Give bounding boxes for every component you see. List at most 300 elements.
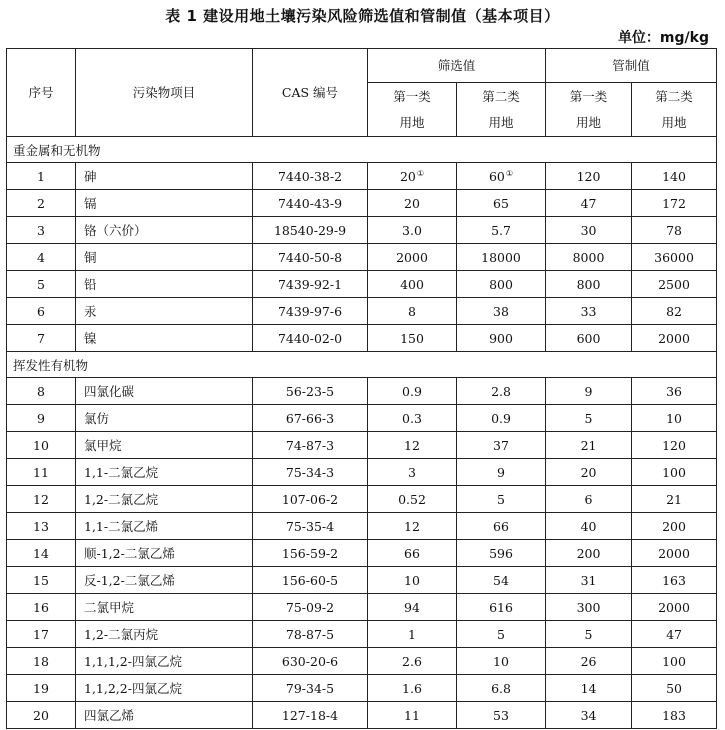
cell-screening-class1-value: 2.6 <box>402 653 422 669</box>
cell-control-class2-value: 140 <box>662 168 686 184</box>
cell-control-class2-value: 50 <box>666 680 682 696</box>
cell-screening-class2 <box>457 244 546 271</box>
cell-screening-class2-value: 5 <box>497 626 505 642</box>
cell-screening-class1 <box>368 432 457 459</box>
cell-screening-class2-value: 66 <box>493 518 509 534</box>
cell-seq <box>7 567 76 594</box>
cell-control-class2 <box>632 594 717 621</box>
cell-screening-class2 <box>457 459 546 486</box>
cell-cas-value: 7439-97-6 <box>277 303 343 319</box>
cell-item-value: 汞 <box>84 304 97 319</box>
header-control: 管制值 <box>546 49 717 83</box>
cell-control-class2 <box>632 217 717 244</box>
cell-cas <box>253 163 368 190</box>
cell-screening-class1 <box>368 459 457 486</box>
cell-item-value: 1,1-二氯乙烯 <box>84 519 159 534</box>
cell-screening-class1-value: 3 <box>408 464 416 480</box>
cell-seq <box>7 594 76 621</box>
cell-seq <box>7 378 76 405</box>
cell-screening-class1 <box>368 567 457 594</box>
cell-screening-class2-value: 5 <box>497 491 505 507</box>
unit-label: 单位：mg/kg <box>617 30 709 46</box>
cell-control-class1 <box>546 325 632 352</box>
cell-control-class2-value: 200 <box>662 518 686 534</box>
cell-screening-class2-value: 800 <box>489 276 513 292</box>
cell-seq <box>7 190 76 217</box>
cell-item <box>76 432 253 459</box>
cell-control-class1 <box>546 163 632 190</box>
section-row <box>7 352 717 378</box>
cell-screening-class2-value: 60 <box>488 168 505 184</box>
cell-cas <box>253 513 368 540</box>
cell-seq-value: 6 <box>37 303 45 319</box>
cell-item-value: 1,2-二氯乙烷 <box>84 492 159 507</box>
cell-control-class2-value: 2000 <box>658 599 690 615</box>
cell-cas <box>253 540 368 567</box>
cell-cas-value: 7440-38-2 <box>277 168 343 184</box>
cell-screening-class2 <box>457 271 546 298</box>
cell-item <box>76 163 253 190</box>
cell-control-class1-value: 800 <box>576 276 601 292</box>
table-row <box>7 513 717 540</box>
cell-control-class1 <box>546 540 632 567</box>
cell-screening-class1 <box>368 540 457 567</box>
cell-screening-class2 <box>457 621 546 648</box>
cell-screening-class2 <box>457 594 546 621</box>
cell-screening-class2 <box>457 513 546 540</box>
cell-item <box>76 378 253 405</box>
cell-item-value: 氯甲烷 <box>84 438 122 453</box>
table-row <box>7 459 717 486</box>
cell-control-class2-value: 2000 <box>658 545 690 561</box>
cell-cas <box>253 594 368 621</box>
cell-screening-class1-value: 0.52 <box>398 491 426 507</box>
footnote-marker: ① <box>416 168 425 178</box>
cell-seq <box>7 459 76 486</box>
table-row <box>7 298 717 325</box>
cell-screening-class2 <box>457 567 546 594</box>
cell-control-class2 <box>632 459 717 486</box>
cell-screening-class1-value: 94 <box>404 599 420 615</box>
cell-control-class1-value: 30 <box>580 222 597 238</box>
cell-control-class1 <box>546 405 632 432</box>
cell-control-class1-value: 200 <box>576 545 601 561</box>
cell-control-class2 <box>632 271 717 298</box>
table-row <box>7 244 717 271</box>
cell-cas <box>253 567 368 594</box>
cell-cas <box>253 405 368 432</box>
cell-control-class2-value: 21 <box>666 491 682 507</box>
cell-control-class2 <box>632 648 717 675</box>
cell-screening-class2-value: 37 <box>493 437 509 453</box>
cell-item <box>76 648 253 675</box>
cell-screening-class2-value: 2.8 <box>491 383 511 399</box>
cell-item <box>76 702 253 729</box>
table-row <box>7 648 717 675</box>
cell-item-value: 铅 <box>84 277 97 292</box>
header-class-text: 第一类 <box>569 88 608 104</box>
cell-item <box>76 217 253 244</box>
header-class-text: 第二类 <box>655 88 693 104</box>
cell-screening-class1-value: 3.0 <box>402 222 422 238</box>
cell-screening-class1-value: 20 <box>404 195 420 211</box>
header-land-text: 用地 <box>661 114 687 130</box>
cell-cas-value: 630-20-6 <box>281 653 339 669</box>
cell-cas <box>253 486 368 513</box>
cell-screening-class1-value: 0.9 <box>402 383 422 399</box>
cell-cas <box>253 271 368 298</box>
cell-control-class2 <box>632 486 717 513</box>
cell-screening-class2 <box>457 325 546 352</box>
cell-seq <box>7 271 76 298</box>
cell-control-class1 <box>546 459 632 486</box>
cell-item <box>76 325 253 352</box>
cell-screening-class1 <box>368 190 457 217</box>
cell-cas-value: 7440-02-0 <box>277 330 343 346</box>
cell-control-class2 <box>632 621 717 648</box>
cell-cas <box>253 217 368 244</box>
cell-cas <box>253 621 368 648</box>
cell-seq-value: 14 <box>33 545 49 561</box>
cell-cas-value: 18540-29-9 <box>273 222 347 238</box>
cell-screening-class1 <box>368 594 457 621</box>
cell-item <box>76 459 253 486</box>
table-body <box>7 137 717 729</box>
cell-screening-class2-value: 6.8 <box>491 680 511 696</box>
cell-screening-class1 <box>368 217 457 244</box>
cell-seq <box>7 325 76 352</box>
section-heading: 挥发性有机物 <box>7 352 717 378</box>
cell-screening-class2 <box>457 190 546 217</box>
cell-control-class1 <box>546 567 632 594</box>
cell-control-class1-value: 33 <box>580 303 597 319</box>
cell-cas-value: 79-34-5 <box>285 680 335 696</box>
cell-seq <box>7 513 76 540</box>
header-screening-class2 <box>457 83 546 137</box>
cell-cas-value: 78-87-5 <box>285 626 335 642</box>
header-seq: 序号 <box>7 49 76 137</box>
cell-seq <box>7 244 76 271</box>
cell-seq-value: 3 <box>37 222 45 238</box>
cell-screening-class1 <box>368 163 457 190</box>
table-row <box>7 405 717 432</box>
cell-control-class1-value: 6 <box>584 491 593 507</box>
cell-screening-class1-value: 20 <box>399 168 416 184</box>
cell-control-class1-value: 5 <box>584 410 593 426</box>
cell-screening-class1-value: 150 <box>400 330 424 346</box>
cell-control-class1-value: 34 <box>580 707 597 723</box>
cell-seq-value: 20 <box>33 707 49 723</box>
cell-screening-class2-value: 10 <box>493 653 509 669</box>
table-row <box>7 190 717 217</box>
cell-item-value: 1,1-二氯乙烷 <box>84 465 159 480</box>
cell-control-class1 <box>546 675 632 702</box>
cell-item-value: 1,2-二氯丙烷 <box>84 627 159 642</box>
header-land-text: 用地 <box>576 114 602 130</box>
table-row <box>7 486 717 513</box>
cell-control-class1 <box>546 244 632 271</box>
cell-screening-class2-value: 18000 <box>481 249 521 265</box>
cell-screening-class1-value: 2000 <box>396 249 428 265</box>
cell-screening-class2-value: 53 <box>493 707 509 723</box>
cell-seq <box>7 648 76 675</box>
cell-screening-class2-value: 5.7 <box>491 222 511 238</box>
cell-control-class1 <box>546 702 632 729</box>
cell-cas-value: 127-18-4 <box>281 707 339 723</box>
cell-seq-value: 10 <box>33 437 49 453</box>
cell-seq-value: 7 <box>37 330 45 346</box>
cell-item <box>76 298 253 325</box>
cell-item-value: 镉 <box>84 196 97 211</box>
cell-control-class1 <box>546 378 632 405</box>
table-title: 表 1 建设用地土壤污染风险筛选值和管制值（基本项目） <box>165 7 560 25</box>
cell-screening-class2 <box>457 675 546 702</box>
cell-control-class2-value: 2500 <box>658 276 690 292</box>
cell-seq <box>7 675 76 702</box>
cell-cas <box>253 325 368 352</box>
cell-control-class2-value: 10 <box>666 410 682 426</box>
cell-screening-class1-value: 12 <box>404 437 420 453</box>
cell-control-class1-value: 40 <box>580 518 597 534</box>
cell-screening-class1 <box>368 378 457 405</box>
cell-seq <box>7 405 76 432</box>
cell-screening-class2 <box>457 540 546 567</box>
cell-cas-value: 107-06-2 <box>281 491 339 507</box>
cell-cas-value: 74-87-3 <box>285 437 335 453</box>
cell-screening-class2 <box>457 298 546 325</box>
cell-seq-value: 2 <box>37 195 45 211</box>
table-row <box>7 675 717 702</box>
cell-cas-value: 75-09-2 <box>285 599 335 615</box>
cell-control-class2-value: 183 <box>662 707 686 723</box>
cell-control-class1 <box>546 298 632 325</box>
cell-control-class2 <box>632 432 717 459</box>
header-screening-class1 <box>368 83 457 137</box>
cell-screening-class1 <box>368 405 457 432</box>
table-row <box>7 540 717 567</box>
cell-screening-class1 <box>368 271 457 298</box>
cell-control-class2 <box>632 298 717 325</box>
cell-item <box>76 675 253 702</box>
cell-seq <box>7 540 76 567</box>
cell-item <box>76 405 253 432</box>
cell-item-value: 二氯甲烷 <box>84 600 135 615</box>
cell-item <box>76 540 253 567</box>
cell-screening-class1 <box>368 621 457 648</box>
header-control-class1 <box>546 83 632 137</box>
cell-screening-class2 <box>457 405 546 432</box>
cell-screening-class1-value: 66 <box>404 545 420 561</box>
table-row <box>7 621 717 648</box>
cell-control-class2-value: 100 <box>662 653 686 669</box>
table-row <box>7 163 717 190</box>
table-row <box>7 378 717 405</box>
cell-item-value: 反-1,2-二氯乙烯 <box>84 573 175 588</box>
cell-screening-class2 <box>457 648 546 675</box>
cell-screening-class1-value: 8 <box>408 303 416 319</box>
cell-item <box>76 190 253 217</box>
cell-screening-class2 <box>457 163 546 190</box>
section-row <box>7 137 717 163</box>
cell-control-class1-value: 5 <box>584 626 593 642</box>
cell-control-class1-value: 9 <box>584 383 593 399</box>
cell-item <box>76 486 253 513</box>
cell-cas <box>253 675 368 702</box>
cell-seq <box>7 163 76 190</box>
cell-screening-class2-value: 616 <box>489 599 513 615</box>
cell-screening-class2 <box>457 486 546 513</box>
cell-control-class2 <box>632 163 717 190</box>
header-land-text: 用地 <box>488 114 514 130</box>
cell-control-class1 <box>546 271 632 298</box>
cell-item-value: 1,1,2,2-四氯乙烷 <box>84 681 182 696</box>
cell-cas-value: 7440-43-9 <box>277 195 343 211</box>
cell-control-class1 <box>546 217 632 244</box>
cell-control-class2 <box>632 513 717 540</box>
cell-screening-class2-value: 38 <box>493 303 509 319</box>
cell-cas <box>253 190 368 217</box>
cell-item-value: 顺-1,2-二氯乙烯 <box>84 546 175 561</box>
cell-control-class1-value: 31 <box>580 572 597 588</box>
cell-seq-value: 17 <box>33 626 49 642</box>
cell-seq-value: 18 <box>33 653 49 669</box>
cell-seq <box>7 298 76 325</box>
cell-seq <box>7 486 76 513</box>
cell-screening-class2-value: 54 <box>493 572 509 588</box>
cell-item <box>76 594 253 621</box>
cell-control-class1 <box>546 594 632 621</box>
cell-control-class2 <box>632 540 717 567</box>
cell-seq-value: 11 <box>33 464 49 480</box>
cell-seq-value: 9 <box>37 410 45 426</box>
cell-item <box>76 244 253 271</box>
cell-control-class2 <box>632 675 717 702</box>
cell-screening-class1 <box>368 648 457 675</box>
table-row <box>7 702 717 729</box>
cell-control-class2 <box>632 378 717 405</box>
cell-control-class1-value: 47 <box>580 195 597 211</box>
table-row <box>7 432 717 459</box>
section-heading: 重金属和无机物 <box>7 137 717 163</box>
cell-cas <box>253 432 368 459</box>
cell-seq <box>7 702 76 729</box>
header-cas: CAS 编号 <box>253 49 368 137</box>
cell-screening-class2-value: 0.9 <box>491 410 511 426</box>
cell-cas-value: 156-59-2 <box>281 545 339 561</box>
cell-control-class2 <box>632 567 717 594</box>
cell-control-class1 <box>546 486 632 513</box>
header-class-text: 第一类 <box>393 88 431 104</box>
cell-screening-class2 <box>457 378 546 405</box>
cell-control-class2-value: 2000 <box>658 330 690 346</box>
cell-control-class1 <box>546 190 632 217</box>
cell-seq <box>7 432 76 459</box>
cell-control-class2-value: 78 <box>666 222 682 238</box>
cell-screening-class1 <box>368 513 457 540</box>
cell-seq-value: 5 <box>37 276 45 292</box>
cell-screening-class1 <box>368 486 457 513</box>
cell-item <box>76 567 253 594</box>
cell-cas <box>253 702 368 729</box>
pollutant-table <box>6 48 717 729</box>
cell-cas <box>253 298 368 325</box>
cell-item-value: 铬（六价） <box>84 223 147 238</box>
table-row <box>7 567 717 594</box>
cell-cas-value: 75-35-4 <box>285 518 335 534</box>
cell-seq-value: 15 <box>33 572 49 588</box>
cell-seq <box>7 217 76 244</box>
cell-seq-value: 16 <box>33 599 49 615</box>
cell-item-value: 四氯化碳 <box>84 384 135 399</box>
cell-control-class1-value: 600 <box>576 330 601 346</box>
cell-control-class1-value: 120 <box>576 168 601 184</box>
cell-cas-value: 56-23-5 <box>285 383 335 399</box>
cell-item <box>76 513 253 540</box>
cell-control-class1-value: 8000 <box>572 249 605 265</box>
cell-cas <box>253 378 368 405</box>
cell-item-value: 四氯乙烯 <box>84 708 135 723</box>
cell-seq-value: 13 <box>33 518 49 534</box>
cell-control-class1 <box>546 432 632 459</box>
cell-screening-class1 <box>368 675 457 702</box>
cell-screening-class2 <box>457 432 546 459</box>
cell-item-value: 砷 <box>84 169 97 184</box>
cell-cas-value: 75-34-3 <box>285 464 335 480</box>
cell-screening-class1-value: 10 <box>404 572 420 588</box>
cell-cas <box>253 244 368 271</box>
cell-control-class1 <box>546 513 632 540</box>
cell-control-class1 <box>546 621 632 648</box>
cell-control-class1-value: 21 <box>580 437 597 453</box>
cell-screening-class1 <box>368 298 457 325</box>
cell-seq-value: 19 <box>33 680 49 696</box>
cell-cas-value: 156-60-5 <box>281 572 339 588</box>
cell-control-class2-value: 47 <box>666 626 682 642</box>
cell-item-value: 氯仿 <box>84 411 110 426</box>
cell-item <box>76 271 253 298</box>
table-row <box>7 325 717 352</box>
cell-screening-class2 <box>457 217 546 244</box>
cell-cas <box>253 648 368 675</box>
cell-item-value: 铜 <box>84 250 97 265</box>
cell-control-class2-value: 36000 <box>654 249 694 265</box>
header-class-text: 第二类 <box>482 88 520 104</box>
footnote-marker: ① <box>505 168 514 178</box>
cell-seq-value: 12 <box>33 491 49 507</box>
cell-control-class2-value: 163 <box>662 572 686 588</box>
cell-cas <box>253 459 368 486</box>
cell-control-class2-value: 120 <box>662 437 686 453</box>
cell-control-class2 <box>632 325 717 352</box>
cell-screening-class1-value: 1 <box>408 626 416 642</box>
header-item: 污染物项目 <box>76 49 253 137</box>
cell-screening-class1 <box>368 244 457 271</box>
cell-item-value: 1,1,1,2-四氯乙烷 <box>84 654 182 669</box>
cell-cas-value: 7439-92-1 <box>277 276 343 292</box>
cell-screening-class2-value: 65 <box>493 195 509 211</box>
cell-control-class2 <box>632 190 717 217</box>
cell-screening-class2-value: 9 <box>497 464 505 480</box>
cell-screening-class1 <box>368 325 457 352</box>
cell-control-class1 <box>546 648 632 675</box>
cell-screening-class2-value: 596 <box>489 545 513 561</box>
cell-screening-class1-value: 1.6 <box>402 680 422 696</box>
cell-seq <box>7 621 76 648</box>
cell-control-class2-value: 172 <box>662 195 686 211</box>
cell-seq-value: 4 <box>37 249 45 265</box>
cell-screening-class1-value: 400 <box>400 276 424 292</box>
cell-control-class1-value: 300 <box>576 599 601 615</box>
